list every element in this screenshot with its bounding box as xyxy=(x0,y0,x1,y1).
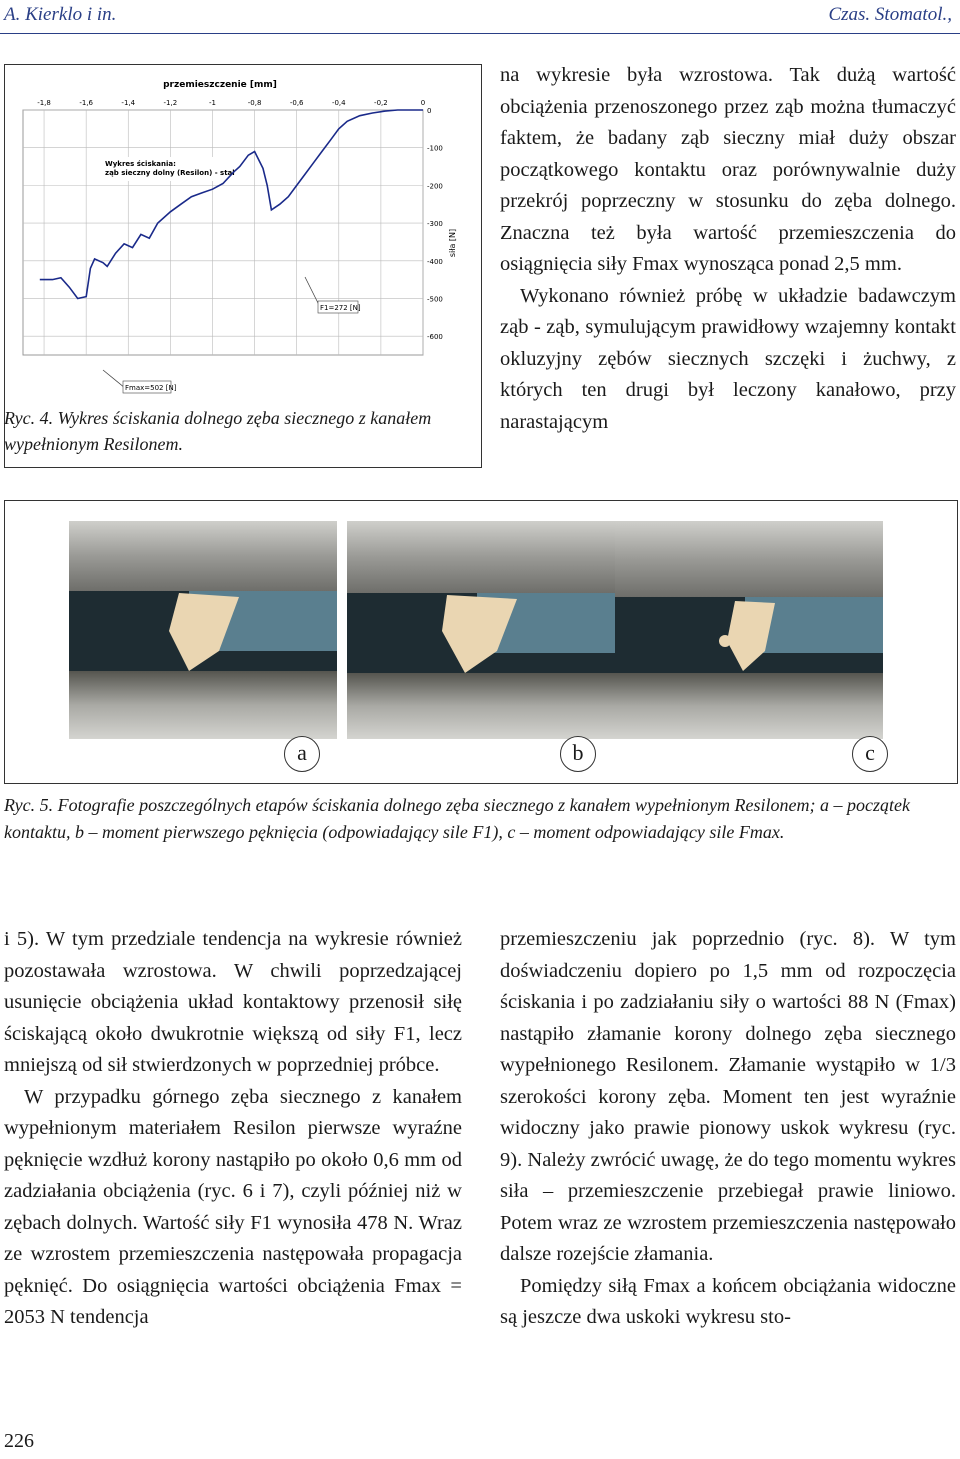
photo-label-c: c xyxy=(852,736,888,772)
photo-c-image xyxy=(615,521,883,739)
figure-4-caption: Ryc. 4. Wykres ściskania dolnego zęba siecznego z kanałem wypełnionym Resilonem. xyxy=(4,408,432,454)
photo-a xyxy=(69,521,337,739)
photo-a-image xyxy=(69,521,337,739)
figure-5-frame xyxy=(4,500,958,784)
fmax-annotation xyxy=(5,315,481,392)
x-tick-label: -0,4 xyxy=(331,99,346,107)
text-column-left-bottom xyxy=(4,924,462,1334)
y-axis-title: siła [N] xyxy=(448,228,457,258)
running-header-authors: A. Kierklo i in. xyxy=(4,4,117,25)
paragraph: na wykresie była wzrostowa. Tak dużą wartość obciążenia przenoszonego przez ząb można tłumaczyć faktem, że badany ząb sieczny miał duży obszar początkowego kontaktu oraz porównywalnie duży przekrój poprzeczny w stosunku do zęba dolnego. Znaczna też była wartość przemieszczenia do osiągnięcia siły Fmax wynosząca ponad 2,5 mm. xyxy=(500,64,956,275)
x-tick-label: -0,6 xyxy=(289,99,304,107)
x-tick-label: -1,6 xyxy=(79,99,93,107)
photo-b xyxy=(347,521,615,739)
x-tick-label: 0 xyxy=(420,99,426,107)
x-tick-label: -1 xyxy=(208,99,216,107)
photo-label-b: b xyxy=(560,736,596,772)
header-rule xyxy=(0,33,960,34)
y-tick-label: 0 xyxy=(427,107,432,115)
fmax-label: Fmax=502 [N] xyxy=(125,384,177,392)
photo-c xyxy=(615,521,883,739)
y-tick-label: -600 xyxy=(427,333,443,342)
y-tick-label: -300 xyxy=(427,220,443,229)
text-column-right-bottom xyxy=(500,924,956,1334)
paragraph: przemieszczeniu jak poprzednio (ryc. 8). W tym doświadczeniu dopiero po 1,5 mm od rozpoczęcia ściskania i po zadziałaniu siły o wartości 88 N (Fmax) nastąpiło złamanie korony dolnego zęba siecznego wypełnionego Resilonem. Złamanie wystąpiło w 1/3 szerokości korony zęba. Moment ten jest wyraźnie widoczny jako prawie pionowy uskok wykresu (ryc. 9). Należy zwrócić uwagę, że do tego momentu wykres siła – przemieszczenie przebiegał prawie liniowo. Potem wraz ze wzrostem przemieszczenia następowało dalsze rozejście złamania. xyxy=(500,928,956,1265)
text-column-right-top xyxy=(500,60,956,438)
figure-5-caption: Ryc. 5. Fotografie poszczególnych etapów ściskania dolnego zęba siecznego z kanałem wypełnionym Resilonem; a – początek kontaktu, b – moment pierwszego pęknięcia (odpowiadający sile F1), c – moment odpowiadający sile Fmax. xyxy=(4,795,910,842)
x-tick-label: -1,8 xyxy=(37,99,51,107)
page-number: 226 xyxy=(4,1430,34,1452)
paragraph: i 5). W tym przedziale tendencja na wykresie również pozostawała wzrostowa. W chwili poprzedzającej usunięcie obciążenia układ kontaktowy przenosił siłę ściskającą około dwukrotnie większą od siły F1, lecz mniejszą od sił stwierdzonych w poprzedniej próbce. xyxy=(4,928,462,1076)
x-tick-label: -1,2 xyxy=(163,99,178,107)
paragraph: Pomiędzy siłą Fmax a końcem obciążania widoczne są jeszcze dwa uskoki wykresu sto- xyxy=(500,1274,956,1328)
photo-b-image xyxy=(347,521,615,739)
paragraph: Wykonano również próbę w układzie badawczym ząb - ząb, symulującym prawidłowy wzajemny kontakt okluzyjny zębów siecznych szczęki i żuchwy, z których ten drugi był leczony kanałowo, przy narastającym xyxy=(500,284,956,433)
x-tick-label: -0,8 xyxy=(247,99,262,107)
legend-line-1: Wykres ściskania: xyxy=(105,160,176,168)
f1-label: F1=272 [N] xyxy=(320,304,361,312)
x-axis-title: przemieszczenie [mm] xyxy=(163,80,277,90)
x-tick-label: -0,2 xyxy=(374,99,388,107)
y-tick-label: -200 xyxy=(427,182,443,191)
y-tick-label: -400 xyxy=(427,257,443,266)
x-tick-label: -1,4 xyxy=(121,99,136,107)
photo-label-a: a xyxy=(284,736,320,772)
running-header-journal: Czas. Stomatol., xyxy=(828,4,952,25)
y-tick-label: -100 xyxy=(427,144,443,153)
y-tick-label: -500 xyxy=(427,295,443,304)
legend-line-2: ząb sieczny dolny (Resilon) - stal xyxy=(105,169,235,177)
paragraph: W przypadku górnego zęba siecznego z kanałem wypełnionym materiałem Resilon pierwsze wyraźne pęknięcie wzdłuż korony nastąpiło po około 0,6 mm od zadziałania obciążenia (ryc. 6 i 7), czyli później niż w zębach dolnych. Wartość siły F1 wynosiła 478 N. Wraz ze wzrostem przemieszczenia następowała propagacja pęknięć. Do osiągnięcia wartości obciążenia Fmax = 2053 N tendencja xyxy=(4,1085,462,1328)
